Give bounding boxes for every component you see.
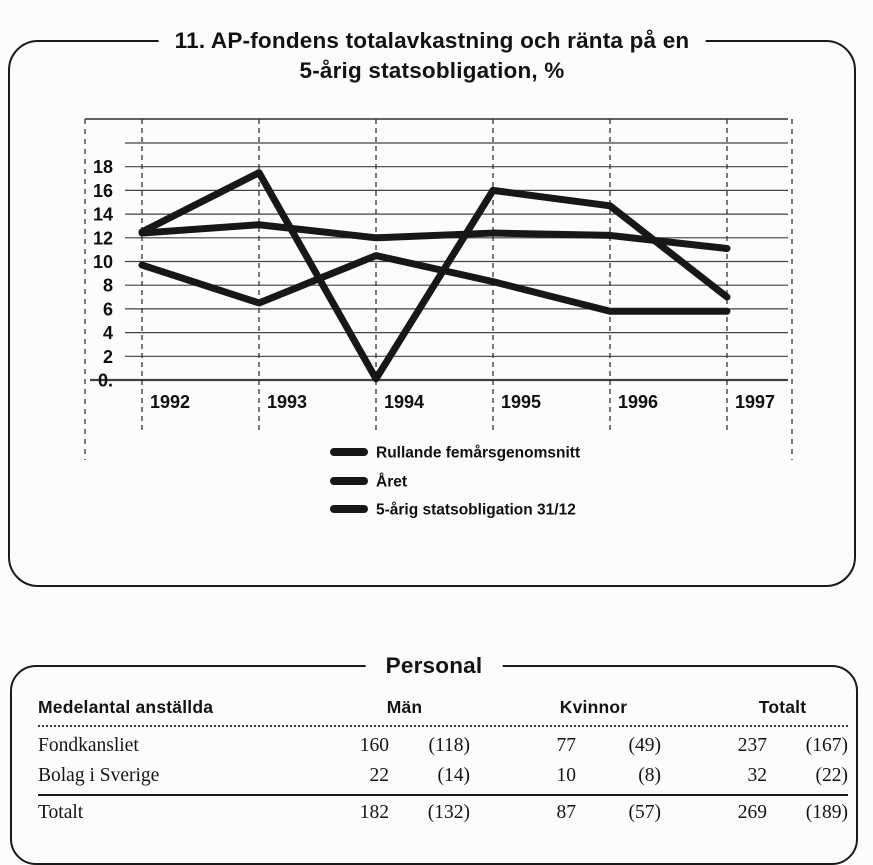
x-tick-label: 1994 <box>384 392 425 412</box>
cell-total-prev: (189) <box>805 802 848 823</box>
y-tick-label: 10 <box>92 252 113 272</box>
table-row-bolag <box>38 761 848 791</box>
cell-men-prev: (118) <box>428 735 470 756</box>
row-label: Bolag i Sverige <box>38 765 160 786</box>
legend-label-ret: Året <box>376 473 408 491</box>
legend-label-rullande-fem-rsgenomsnitt: Rullande femårsgenomsnitt <box>376 444 581 462</box>
legend-swatch <box>330 448 368 456</box>
cell-men: 22 <box>369 765 389 786</box>
table-row-fondkansliet <box>38 731 848 761</box>
y-tick-label: 12 <box>92 228 113 249</box>
cell-women-prev: (49) <box>628 735 661 756</box>
x-tick-label: 1996 <box>618 392 659 412</box>
personal-table <box>38 697 848 830</box>
table-header-row <box>38 697 848 727</box>
y-tick-label: 2 <box>102 346 113 367</box>
cell-total: 237 <box>737 735 767 756</box>
cell-women: 10 <box>556 765 576 786</box>
cell-women: 87 <box>556 802 576 823</box>
row-label: Fondkansliet <box>38 735 139 756</box>
cell-men-prev: (132) <box>427 802 470 823</box>
cell-total-prev: (167) <box>805 735 848 756</box>
x-tick-label: 1993 <box>267 392 308 412</box>
row-label: Totalt <box>38 802 84 823</box>
y-tick-label: 0. <box>97 370 113 391</box>
chart-title-line-1: 11. AP-fondens totalavkastning och ränta på en <box>174 28 690 53</box>
legend-swatch <box>330 505 368 513</box>
header-medelantal: Medelantal anställda <box>38 697 214 717</box>
y-tick-label: 18 <box>92 157 113 178</box>
cell-men-prev: (14) <box>437 765 470 786</box>
y-tick-label: 14 <box>92 204 113 225</box>
chart-panel <box>8 28 856 587</box>
chart-svg <box>10 42 849 580</box>
y-tick-label: 16 <box>92 180 113 201</box>
cell-women: 77 <box>556 735 576 756</box>
y-tick-label: 8 <box>102 275 113 296</box>
y-tick-label: 6 <box>102 299 113 320</box>
series-ret <box>142 173 727 379</box>
cell-women-prev: (57) <box>628 802 661 823</box>
table-row-totalt <box>38 794 848 830</box>
chart-title-line-2: 5-årig statsobligation, % <box>299 58 565 83</box>
x-tick-label: 1992 <box>150 392 191 412</box>
cell-men: 160 <box>359 735 389 756</box>
header-totalt: Totalt <box>758 697 807 717</box>
x-tick-label: 1995 <box>501 392 542 412</box>
cell-total-prev: (22) <box>815 765 848 786</box>
cell-total: 269 <box>737 802 767 823</box>
cell-total: 32 <box>747 765 767 786</box>
cell-men: 182 <box>359 802 389 823</box>
header-man: Män <box>386 697 423 717</box>
personal-title: Personal <box>366 651 503 681</box>
cell-women-prev: (8) <box>638 765 661 786</box>
legend-swatch <box>330 477 368 485</box>
legend-label-5-rig-statsobligation-31-12: 5-årig statsobligation 31/12 <box>376 501 576 519</box>
x-tick-label: 1997 <box>735 392 776 412</box>
y-tick-label: 4 <box>102 323 113 344</box>
personal-panel <box>10 653 858 865</box>
header-kvinnor: Kvinnor <box>559 697 628 717</box>
